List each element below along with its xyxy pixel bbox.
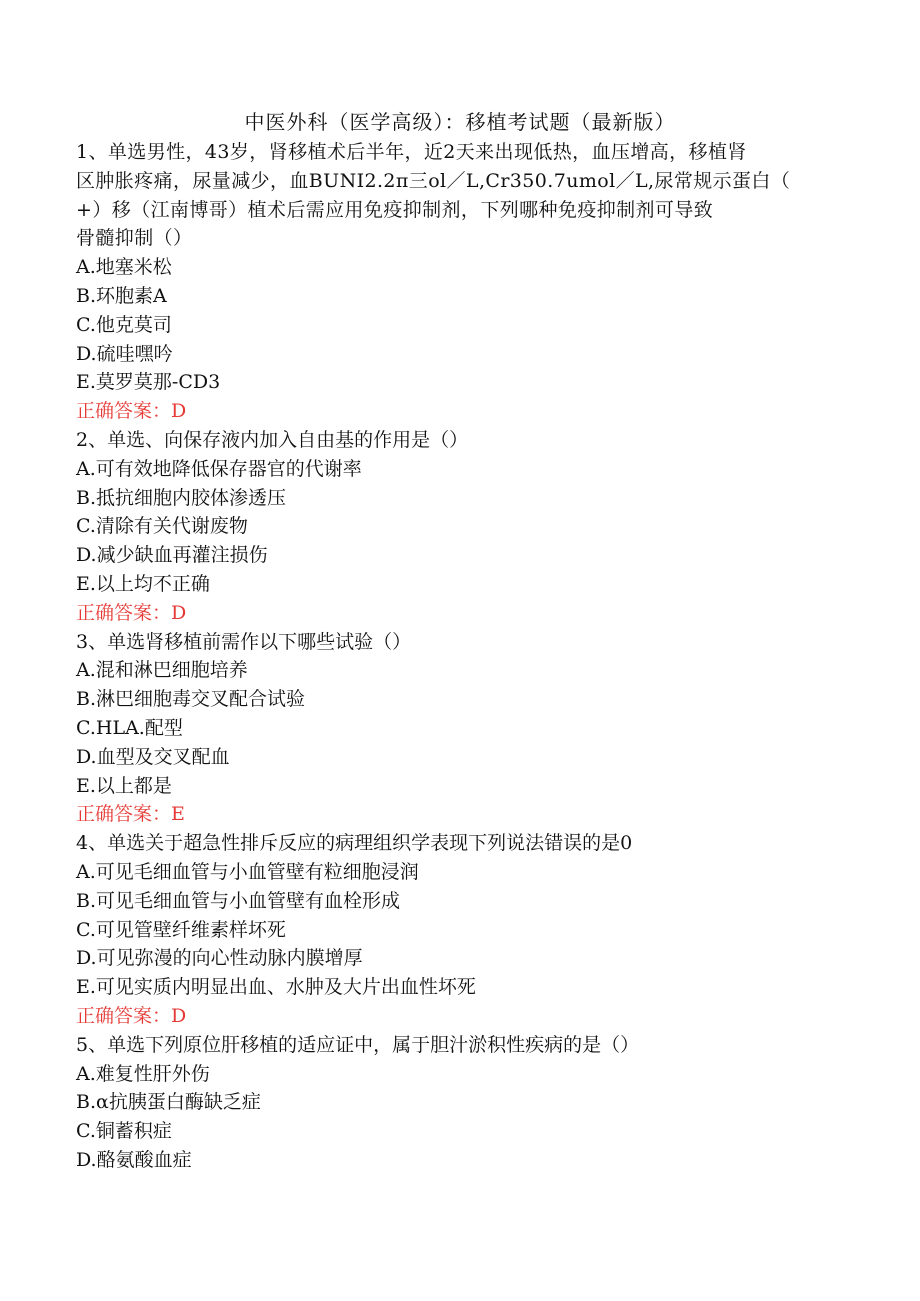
- question-5-stem: 5、单选下列原位肝移植的适应证中，属于胆汁淤积性疾病的是（）: [76, 1033, 640, 1056]
- question-1-option-c: C.他克莫司: [76, 313, 172, 336]
- document-body: [76, 138, 836, 1175]
- question-1-option-b: B.环胞素A: [76, 284, 167, 307]
- question-5-option-d: D.酪氨酸血症: [76, 1148, 192, 1171]
- question-4: [76, 829, 836, 1031]
- question-2-answer: 正确答案：D: [76, 601, 187, 624]
- question-1: [76, 138, 836, 426]
- question-1-option-d: D.硫哇嘿吟: [76, 342, 173, 365]
- question-3-stem: 3、单选肾移植前需作以下哪些试验（）: [76, 630, 412, 653]
- question-4-option-a: A.可见毛细血管与小血管壁有粒细胞浸润: [76, 860, 419, 883]
- question-3: [76, 628, 836, 830]
- question-2-option-c: C.清除有关代谢废物: [76, 515, 248, 538]
- question-2: [76, 426, 836, 628]
- document-title: 中医外科（医学高级）：移植考试题（最新版）: [244, 110, 676, 134]
- question-4-option-c: C.可见管壁纤维素样坏死: [76, 918, 286, 941]
- question-3-option-a: A.混和淋巴细胞培养: [76, 659, 248, 682]
- question-4-answer: 正确答案：D: [76, 1004, 187, 1027]
- question-2-stem: 2、单选、向保存液内加入自由基的作用是（）: [76, 428, 469, 451]
- question-5-option-a: A.难复性肝外伤: [76, 1062, 210, 1085]
- question-2-option-b: B.抵抗细胞内胶体渗透压: [76, 486, 287, 509]
- question-5-option-b: B.α抗胰蛋白酶缺乏症: [76, 1091, 261, 1114]
- question-1-option-e: E.莫罗莫那-CD3: [76, 371, 221, 394]
- question-4-option-e: E.可见实质内明显出血、水肿及大片出血性坏死: [76, 976, 476, 999]
- question-1-stem-line-3: +）移（江南博哥）植术后需应用免疫抑制剂，下列哪种免疫抑制剂可导致: [76, 198, 714, 221]
- question-1-stem-line-1: 1、单选男性，43岁，肾移植术后半年，近2天来出现低热，血压增高，移植肾: [76, 141, 747, 163]
- question-4-stem: 4、单选关于超急性排斥反应的病理组织学表现下列说法错误的是0: [76, 832, 633, 855]
- question-1-stem-line-4: 骨髓抑制（）: [76, 227, 193, 250]
- question-1-answer: 正确答案：D: [76, 400, 187, 423]
- question-4-option-b: B.可见毛细血管与小血管壁有血栓形成: [76, 889, 401, 912]
- question-2-option-d: D.减少缺血再灌注损伤: [76, 544, 268, 567]
- question-2-option-e: E.以上均不正确: [76, 572, 210, 595]
- question-2-option-a: A.可有效地降低保存器官的代谢率: [76, 457, 362, 480]
- question-4-option-d: D.可见弥漫的向心性动脉内膜增厚: [76, 947, 363, 970]
- question-1-option-a: A.地塞米松: [76, 256, 172, 279]
- question-3-option-d: D.血型及交叉配血: [76, 745, 230, 768]
- question-3-option-e: E.以上都是: [76, 774, 172, 797]
- question-3-option-b: B.淋巴细胞毒交叉配合试验: [76, 688, 306, 711]
- question-3-option-c: C.HLA.配型: [76, 716, 183, 739]
- question-1-stem-line-2: 区肿胀疼痛，尿量减少，血BUNI2.2π三ol／L,Cr350.7umol／L,尿常规示蛋白（: [76, 169, 791, 192]
- question-3-answer: 正确答案：E: [76, 803, 185, 826]
- question-5: [76, 1031, 836, 1175]
- question-5-option-c: C.铜蓄积症: [76, 1120, 172, 1143]
